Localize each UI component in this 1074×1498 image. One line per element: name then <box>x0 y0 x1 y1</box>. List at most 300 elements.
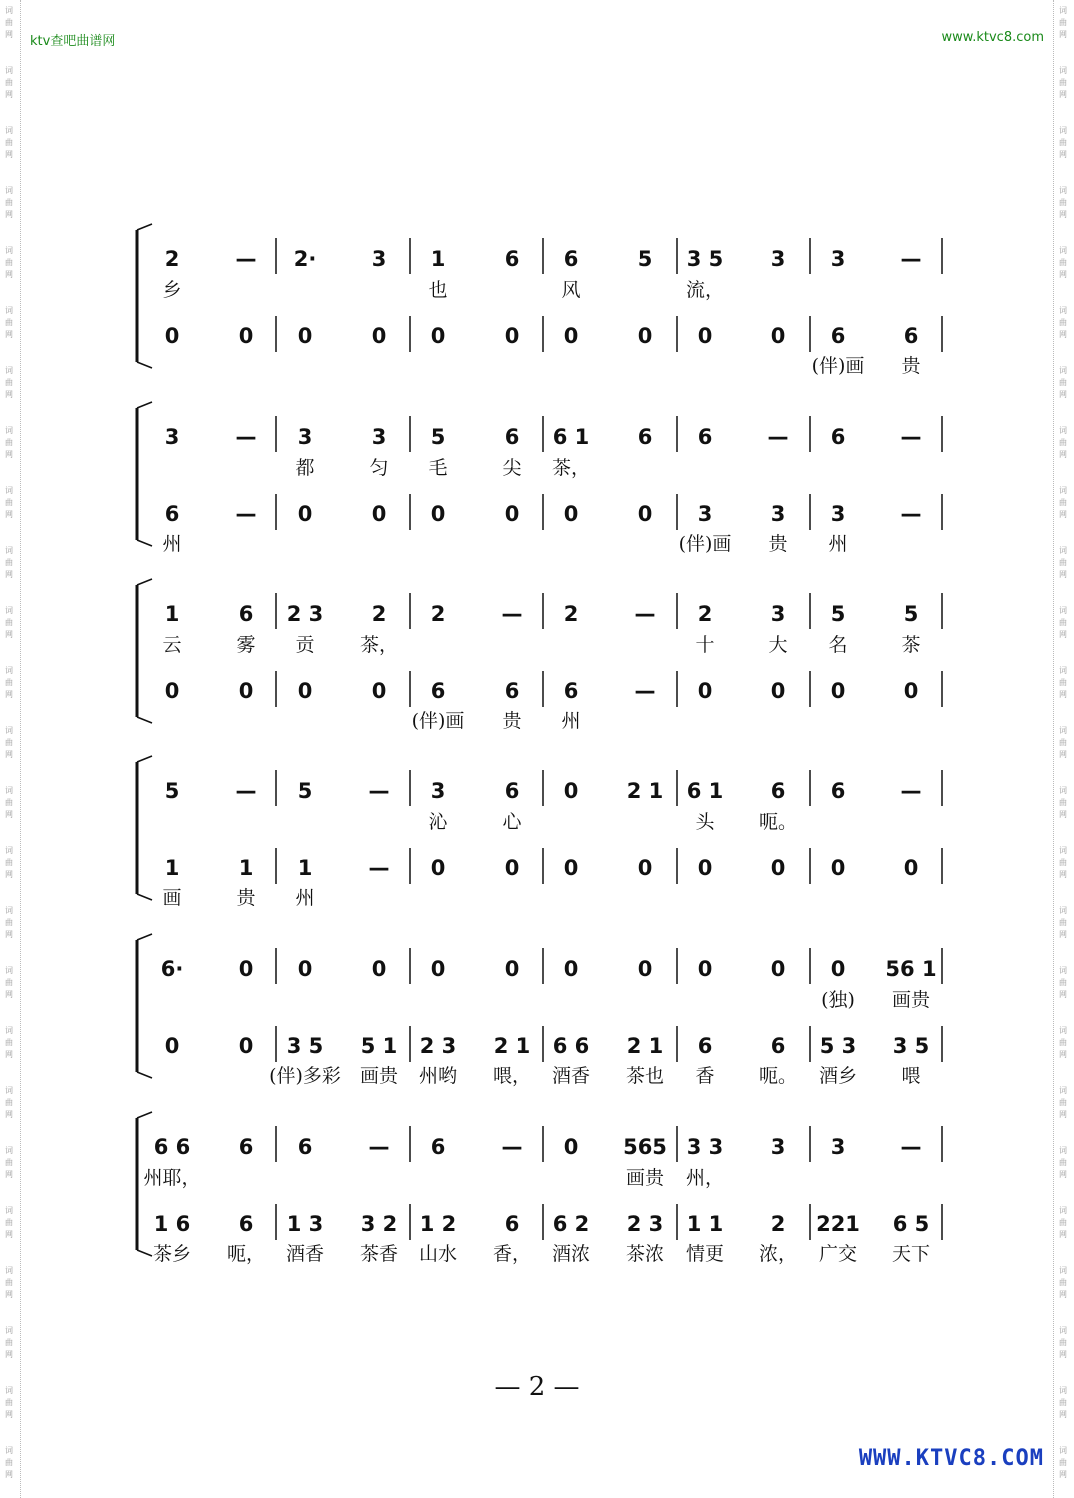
watermark-char: 词 <box>5 486 13 495</box>
upper-note: 5 <box>164 779 180 803</box>
lower-note: 0 <box>830 679 846 703</box>
watermark-char: 曲 <box>1059 78 1067 87</box>
watermark-char: 网 <box>5 690 13 699</box>
upper-lyric: 名 <box>828 634 848 656</box>
upper-lyric: 都 <box>295 457 315 479</box>
lower-lyric: 喂， <box>492 1065 532 1087</box>
watermark-char: 网 <box>1059 990 1067 999</box>
upper-note: 3 <box>371 425 387 449</box>
lower-note: 0 <box>504 324 520 348</box>
upper-lyric: (独) <box>821 989 855 1011</box>
watermark-char: 词 <box>1059 606 1067 615</box>
watermark-char: 曲 <box>1059 1098 1067 1107</box>
lower-note: 6 <box>504 1212 520 1236</box>
watermark-char: 词 <box>1059 906 1067 915</box>
upper-lyric: 尖 <box>502 457 522 479</box>
watermark-char: 网 <box>1059 750 1067 759</box>
watermark-char: 词 <box>5 1146 13 1155</box>
site-url-header: www.ktvc8.com <box>941 30 1044 45</box>
lower-lyric: (伴)画 <box>811 355 865 377</box>
upper-lyric: 心 <box>502 811 522 833</box>
watermark-char: 网 <box>5 630 13 639</box>
upper-note: 2 <box>563 602 579 626</box>
upper-note: 6 <box>238 602 254 626</box>
watermark-char: 网 <box>5 1410 13 1419</box>
watermark-char: 词 <box>1059 486 1067 495</box>
watermark-char: 网 <box>1059 30 1067 39</box>
watermark-char: 曲 <box>5 1458 13 1467</box>
watermark-char: 网 <box>5 1230 13 1239</box>
upper-note: — <box>501 602 523 626</box>
watermark-char: 曲 <box>5 498 13 507</box>
upper-lyric: 乡 <box>162 279 182 301</box>
lower-note: 0 <box>430 324 446 348</box>
upper-note: 5 <box>903 602 919 626</box>
upper-note: 2 <box>371 602 387 626</box>
watermark-char: 词 <box>5 1326 13 1335</box>
watermark-char: 曲 <box>5 198 13 207</box>
watermark-char: 曲 <box>1059 918 1067 927</box>
lower-lyric: 画贵 <box>359 1065 399 1087</box>
watermark-char: 词 <box>5 1026 13 1035</box>
watermark-char: 曲 <box>1059 1038 1067 1047</box>
lower-note: 0 <box>637 502 653 526</box>
watermark-char: 曲 <box>5 138 13 147</box>
lower-note: 1 1 <box>686 1212 724 1236</box>
watermark-char: 词 <box>5 246 13 255</box>
upper-note: 3 <box>297 425 313 449</box>
upper-note: 3 <box>770 602 786 626</box>
watermark-char: 网 <box>5 330 13 339</box>
lower-note: 1 <box>164 856 180 880</box>
watermark-char: 词 <box>5 306 13 315</box>
upper-lyric: 雾 <box>236 634 256 656</box>
watermark-char: 词 <box>1059 366 1067 375</box>
watermark-char: 曲 <box>1059 798 1067 807</box>
upper-note: 6 <box>430 1135 446 1159</box>
lower-note: 3 2 <box>360 1212 398 1236</box>
watermark-char: 词 <box>5 1086 13 1095</box>
watermark-char: 词 <box>1059 966 1067 975</box>
lower-note: 0 <box>697 324 713 348</box>
watermark-char: 网 <box>5 870 13 879</box>
watermark-char: 曲 <box>1059 198 1067 207</box>
upper-note: 0 <box>697 957 713 981</box>
lower-lyric: 茶也 <box>625 1065 665 1087</box>
watermark-char: 词 <box>1059 666 1067 675</box>
watermark-char: 曲 <box>1059 378 1067 387</box>
lower-lyric: 州哟 <box>418 1065 458 1087</box>
lower-note: 2 3 <box>419 1034 457 1058</box>
lower-note: 6 <box>563 679 579 703</box>
watermark-char: 曲 <box>5 858 13 867</box>
upper-lyric: 云 <box>162 634 182 656</box>
lower-note: 0 <box>770 324 786 348</box>
score-line <box>137 717 152 723</box>
watermark-char: 网 <box>5 570 13 579</box>
lower-note: 2 <box>770 1212 786 1236</box>
lower-note: 0 <box>164 679 180 703</box>
lower-lyric: 贵 <box>768 533 788 555</box>
upper-note: 2 <box>697 602 713 626</box>
upper-note: 6 <box>297 1135 313 1159</box>
watermark-char: 网 <box>1059 810 1067 819</box>
watermark-char: 词 <box>5 1266 13 1275</box>
lower-lyric: 广交 <box>818 1243 858 1265</box>
lower-note: 0 <box>164 324 180 348</box>
watermark-char: 曲 <box>5 1278 13 1287</box>
upper-note: 6 <box>637 425 653 449</box>
upper-note: — <box>900 779 922 803</box>
lower-note: — <box>634 679 656 703</box>
upper-note: 0 <box>297 957 313 981</box>
lower-note: 0 <box>238 1034 254 1058</box>
watermark-char: 网 <box>1059 870 1067 879</box>
watermark-char: 词 <box>1059 1386 1067 1395</box>
watermark-char: 网 <box>5 270 13 279</box>
upper-note: — <box>501 1135 523 1159</box>
upper-lyric: 十 <box>695 634 715 656</box>
watermark-char: 网 <box>5 510 13 519</box>
upper-note: 6· <box>160 957 184 981</box>
watermark-char: 网 <box>1059 270 1067 279</box>
lower-note: 3 <box>770 502 786 526</box>
upper-note: 6 1 <box>552 425 590 449</box>
upper-note: — <box>235 247 257 271</box>
lower-note: 221 <box>816 1212 860 1236</box>
lower-note: 6 <box>903 324 919 348</box>
watermark-char: 网 <box>5 90 13 99</box>
upper-note: 3 5 <box>686 247 724 271</box>
lower-note: 6 <box>697 1034 713 1058</box>
watermark-char: 网 <box>1059 210 1067 219</box>
lower-lyric: (伴)多彩 <box>269 1065 341 1087</box>
upper-note: 6 <box>563 247 579 271</box>
watermark-char: 词 <box>5 786 13 795</box>
lower-lyric: 情更 <box>685 1243 725 1265</box>
score-line <box>137 362 152 368</box>
lower-note: 0 <box>164 1034 180 1058</box>
watermark-char: 网 <box>1059 1230 1067 1239</box>
upper-note: 0 <box>563 779 579 803</box>
lower-note: 6 2 <box>552 1212 590 1236</box>
upper-note: — <box>235 425 257 449</box>
watermark-char: 网 <box>1059 1410 1067 1419</box>
watermark-char: 曲 <box>1059 1158 1067 1167</box>
watermark-char: 词 <box>1059 1206 1067 1215</box>
lower-note: 0 <box>238 679 254 703</box>
lower-note: 0 <box>238 324 254 348</box>
lower-note: 1 2 <box>419 1212 457 1236</box>
lower-note: 2 1 <box>493 1034 531 1058</box>
upper-note: 56 1 <box>885 957 937 981</box>
upper-lyric: 州耶， <box>143 1167 201 1189</box>
watermark-char: 词 <box>1059 186 1067 195</box>
upper-note: 3 <box>770 1135 786 1159</box>
upper-lyric: 大 <box>768 634 788 656</box>
watermark-char: 词 <box>1059 1086 1067 1095</box>
watermark-char: 曲 <box>1059 138 1067 147</box>
watermark-char: 网 <box>1059 150 1067 159</box>
upper-lyric: 也 <box>428 279 448 301</box>
score-line <box>137 540 152 546</box>
watermark-char: 词 <box>5 1446 13 1455</box>
watermark-char: 曲 <box>1059 438 1067 447</box>
watermark-char: 曲 <box>5 258 13 267</box>
watermark-char: 曲 <box>5 18 13 27</box>
lower-note: 0 <box>297 324 313 348</box>
lower-lyric: 天下 <box>891 1243 931 1265</box>
watermark-char: 曲 <box>5 738 13 747</box>
lower-lyric: 酒浓 <box>551 1243 591 1265</box>
upper-note: 5 <box>297 779 313 803</box>
upper-lyric: 流， <box>685 279 725 301</box>
watermark-char: 词 <box>1059 726 1067 735</box>
watermark-char: 网 <box>5 990 13 999</box>
watermark-char: 词 <box>5 546 13 555</box>
lower-lyric: 茶浓 <box>625 1243 665 1265</box>
lower-note: 6 <box>504 679 520 703</box>
lower-note: 0 <box>830 856 846 880</box>
watermark-char: 曲 <box>1059 858 1067 867</box>
upper-note: 6 6 <box>153 1135 191 1159</box>
upper-note: — <box>767 425 789 449</box>
upper-lyric: 画贵 <box>891 989 931 1011</box>
upper-note: 5 <box>430 425 446 449</box>
lower-lyric: 山水 <box>418 1243 458 1265</box>
lower-note: 1 3 <box>286 1212 324 1236</box>
upper-note: 2· <box>293 247 317 271</box>
lower-note: 0 <box>297 679 313 703</box>
lower-note: 0 <box>563 502 579 526</box>
upper-note: 6 1 <box>686 779 724 803</box>
upper-note: 6 <box>830 779 846 803</box>
upper-note: 0 <box>770 957 786 981</box>
score-line <box>137 1112 152 1118</box>
upper-note: — <box>900 247 922 271</box>
watermark-char: 网 <box>1059 690 1067 699</box>
upper-note: 0 <box>371 957 387 981</box>
lower-note: 0 <box>903 856 919 880</box>
watermark-char: 词 <box>1059 546 1067 555</box>
watermark-char: 曲 <box>5 438 13 447</box>
watermark-char: 曲 <box>5 558 13 567</box>
lower-lyric: 呃， <box>226 1243 266 1265</box>
watermark-char: 网 <box>5 390 13 399</box>
watermark-char: 曲 <box>1059 258 1067 267</box>
watermark-char: 曲 <box>1059 318 1067 327</box>
lower-note: 1 <box>297 856 313 880</box>
lower-note: 5 1 <box>360 1034 398 1058</box>
upper-lyric: 茶 <box>901 634 921 656</box>
lower-note: 3 5 <box>892 1034 930 1058</box>
lower-lyric: 画 <box>162 887 182 909</box>
lower-lyric: (伴)画 <box>678 533 732 555</box>
lower-note: 2 1 <box>626 1034 664 1058</box>
watermark-char: 网 <box>1059 450 1067 459</box>
lower-lyric: 州 <box>162 533 182 555</box>
watermark-char: 曲 <box>1059 1338 1067 1347</box>
watermark-char: 网 <box>5 450 13 459</box>
watermark-char: 曲 <box>5 618 13 627</box>
lower-note: 3 <box>697 502 713 526</box>
upper-note: 6 <box>830 425 846 449</box>
watermark-char: 曲 <box>5 978 13 987</box>
watermark-char: 曲 <box>1059 1218 1067 1227</box>
watermark-char: 曲 <box>5 1398 13 1407</box>
watermark-char: 网 <box>1059 1350 1067 1359</box>
upper-note: — <box>900 1135 922 1159</box>
watermark-char: 网 <box>5 1350 13 1359</box>
lower-note: 0 <box>697 856 713 880</box>
upper-note: 1 <box>430 247 446 271</box>
watermark-char: 曲 <box>1059 618 1067 627</box>
lower-note: 5 3 <box>819 1034 857 1058</box>
watermark-char: 词 <box>1059 66 1067 75</box>
watermark-char: 网 <box>1059 570 1067 579</box>
watermark-char: 词 <box>5 966 13 975</box>
site-name-header: ktv查吧曲谱网 <box>30 34 116 49</box>
upper-note: 3 <box>164 425 180 449</box>
watermark-char: 词 <box>5 1386 13 1395</box>
watermark-char: 词 <box>1059 1446 1067 1455</box>
watermark-char: 网 <box>1059 1290 1067 1299</box>
upper-note: 3 3 <box>686 1135 724 1159</box>
lower-note: — <box>900 502 922 526</box>
upper-note: 6 <box>238 1135 254 1159</box>
watermark-char: 曲 <box>5 318 13 327</box>
upper-note: 2 1 <box>626 779 664 803</box>
upper-note: 0 <box>238 957 254 981</box>
lower-note: 0 <box>430 856 446 880</box>
upper-note: 0 <box>563 1135 579 1159</box>
score-line <box>137 756 152 762</box>
upper-note: 0 <box>430 957 446 981</box>
watermark-char: 词 <box>1059 1266 1067 1275</box>
watermark-char: 网 <box>5 1110 13 1119</box>
lower-note: 0 <box>563 324 579 348</box>
watermark-char: 曲 <box>5 918 13 927</box>
lower-lyric: 贵 <box>236 887 256 909</box>
score-line <box>137 894 152 900</box>
watermark-char: 词 <box>5 666 13 675</box>
watermark-char: 网 <box>5 1050 13 1059</box>
upper-lyric: 茶， <box>359 634 399 656</box>
watermark-char: 网 <box>1059 630 1067 639</box>
lower-note: 0 <box>371 679 387 703</box>
watermark-char: 词 <box>1059 1326 1067 1335</box>
lower-note: 0 <box>563 856 579 880</box>
upper-note: — <box>368 779 390 803</box>
watermark-char: 曲 <box>5 78 13 87</box>
lower-note: 0 <box>697 679 713 703</box>
lower-note: 6 <box>430 679 446 703</box>
watermark-char: 曲 <box>5 1098 13 1107</box>
watermark-char: 曲 <box>1059 1458 1067 1467</box>
lower-lyric: 州 <box>295 887 315 909</box>
lower-lyric: 酒乡 <box>818 1065 858 1087</box>
upper-note: 6 <box>770 779 786 803</box>
lower-lyric: 酒香 <box>551 1065 591 1087</box>
score-line <box>137 402 152 408</box>
lower-note: 0 <box>371 324 387 348</box>
watermark-char: 曲 <box>5 798 13 807</box>
upper-lyric: 匀 <box>369 457 389 479</box>
watermark-char: 网 <box>5 750 13 759</box>
watermark-char: 词 <box>1059 1026 1067 1035</box>
lower-lyric: 州 <box>561 710 581 732</box>
lower-lyric: 浓， <box>758 1243 798 1265</box>
lower-note: 6 <box>830 324 846 348</box>
lower-note: 3 <box>830 502 846 526</box>
lower-note: 0 <box>637 324 653 348</box>
upper-note: 6 <box>697 425 713 449</box>
watermark-char: 网 <box>5 150 13 159</box>
watermark-char: 网 <box>1059 330 1067 339</box>
upper-note: 565 <box>623 1135 667 1159</box>
watermark-char: 词 <box>1059 306 1067 315</box>
upper-lyric: 沁 <box>428 811 448 833</box>
upper-note: 6 <box>504 779 520 803</box>
lower-note: 6 5 <box>892 1212 930 1236</box>
upper-note: 2 3 <box>286 602 324 626</box>
upper-lyric: 头 <box>695 811 715 833</box>
watermark-char: 曲 <box>5 1338 13 1347</box>
lower-lyric: 茶香 <box>359 1243 399 1265</box>
lower-note: 6 <box>164 502 180 526</box>
lower-note: — <box>235 502 257 526</box>
upper-note: — <box>900 425 922 449</box>
lower-lyric: 喂 <box>901 1065 921 1087</box>
watermark-char: 词 <box>5 6 13 15</box>
upper-note: 1 <box>164 602 180 626</box>
upper-note: 3 <box>830 247 846 271</box>
watermark-char: 网 <box>1059 90 1067 99</box>
watermark-char: 曲 <box>5 1158 13 1167</box>
score-line <box>137 1072 152 1078</box>
watermark-char: 网 <box>1059 1470 1067 1479</box>
watermark-char: 词 <box>5 186 13 195</box>
watermark-char: 词 <box>1059 6 1067 15</box>
watermark-char: 网 <box>5 810 13 819</box>
upper-lyric: 州， <box>685 1167 725 1189</box>
lower-lyric: 茶乡 <box>152 1243 192 1265</box>
lower-lyric: (伴)画 <box>411 710 465 732</box>
watermark-char: 词 <box>1059 846 1067 855</box>
footer-url: WWW.KTVC8.COM <box>858 1446 1044 1471</box>
watermark-char: 网 <box>5 210 13 219</box>
lower-note: 0 <box>504 856 520 880</box>
upper-note: — <box>235 779 257 803</box>
watermark-char: 网 <box>5 30 13 39</box>
lower-note: 0 <box>297 502 313 526</box>
lower-note: 1 6 <box>153 1212 191 1236</box>
page-number: — 2 — <box>494 1372 580 1402</box>
lower-lyric: 呃。 <box>758 1065 798 1087</box>
upper-note: — <box>634 602 656 626</box>
watermark-char: 词 <box>5 366 13 375</box>
upper-note: 6 <box>504 247 520 271</box>
lower-lyric: 香 <box>695 1065 715 1087</box>
lower-note: 3 5 <box>286 1034 324 1058</box>
watermark-char: 词 <box>1059 786 1067 795</box>
score-line <box>137 934 152 940</box>
watermark-char: 曲 <box>5 1218 13 1227</box>
watermark-char: 词 <box>1059 126 1067 135</box>
watermark-char: 曲 <box>5 1038 13 1047</box>
upper-note: 2 <box>164 247 180 271</box>
watermark-char: 曲 <box>5 678 13 687</box>
